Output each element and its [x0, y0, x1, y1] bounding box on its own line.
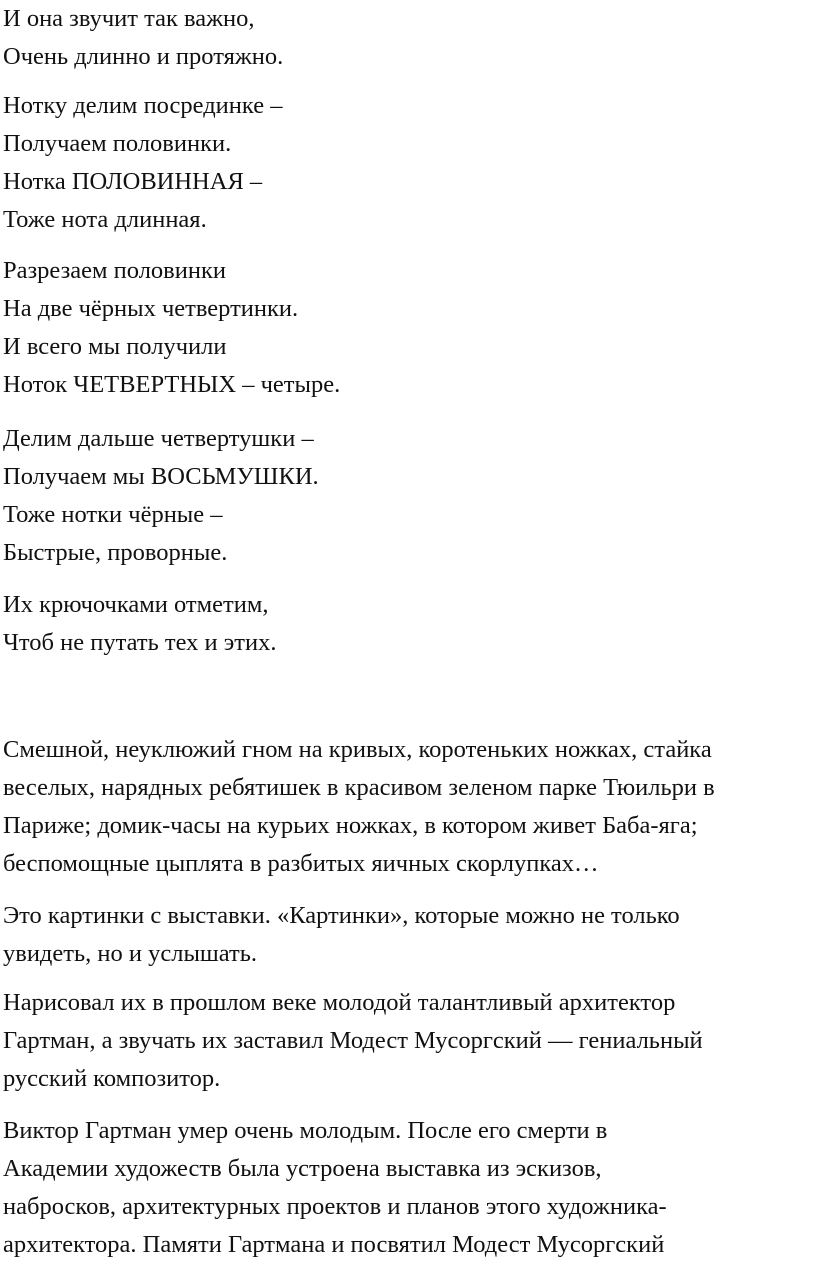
article-paragraph-2 [3, 897, 815, 973]
poem-stanza-1 [3, 0, 283, 76]
paragraph-line: Гартман, а звучать их заставил Модест Мусоргский — гениальный [3, 1027, 703, 1054]
paragraph-line: архитектора. Памяти Гартмана и посвятил Модест Мусоргский [3, 1231, 665, 1258]
paragraph-line: Нарисовал их в прошлом веке молодой талантливый архитектор [3, 989, 676, 1016]
paragraph-line: беспомощные цыплята в разбитых яичных скорлупках… [3, 850, 599, 877]
poem-stanza-2 [3, 87, 282, 239]
paragraph-line: набросков, архитектурных проектов и планов этого художника- [3, 1193, 667, 1220]
poem-stanza-3 [3, 252, 340, 404]
poem-line: Делим дальше четвертушки – [3, 425, 314, 452]
paragraph-line: Академии художеств была устроена выставка из эскизов, [3, 1155, 602, 1182]
paragraph-line: Это картинки с выставки. «Картинки», которые можно не только [3, 902, 680, 929]
article-paragraph-1 [3, 731, 815, 883]
poem-line: Ноток ЧЕТВЕРТНЫХ – четыре. [3, 371, 341, 398]
poem-line: Получаем мы ВОСЬМУШКИ. [3, 463, 319, 490]
paragraph-line: увидеть, но и услышать. [3, 940, 258, 967]
poem-line: Тоже нотки чёрные – [3, 501, 223, 528]
poem-line: На две чёрных четвертинки. [3, 295, 299, 322]
paragraph-line: Париже; домик-часы на курьих ножках, в котором живет Баба-яга; [3, 812, 698, 839]
poem-line: Разрезаем половинки [3, 257, 226, 284]
poem-line: Тоже нота длинная. [3, 206, 207, 233]
poem-line: Очень длинно и протяжно. [3, 43, 284, 70]
paragraph-line: Смешной, неуклюжий гном на кривых, коротеньких ножках, стайка [3, 736, 712, 763]
poem-stanza-4 [3, 420, 319, 572]
poem-line: Нотка ПОЛОВИННАЯ – [3, 168, 263, 195]
poem-line: И всего мы получили [3, 333, 227, 360]
article-paragraph-3 [3, 984, 815, 1098]
poem-line: И она звучит так важно, [3, 5, 255, 32]
poem-line: Чтоб не путать тех и этих. [3, 629, 277, 656]
paragraph-line: русский композитор. [3, 1065, 221, 1092]
article-paragraph-4 [3, 1112, 815, 1264]
poem-line: Быстрые, проворные. [3, 539, 228, 566]
poem-line: Их крючочками отметим, [3, 591, 269, 618]
poem-stanza-5 [3, 586, 276, 662]
poem-line: Нотку делим посрединке – [3, 92, 283, 119]
paragraph-line: веселых, нарядных ребятишек в красивом зеленом парке Тюильри в [3, 774, 715, 801]
paragraph-line: Виктор Гартман умер очень молодым. После его смерти в [3, 1117, 608, 1144]
poem-line: Получаем половинки. [3, 130, 232, 157]
